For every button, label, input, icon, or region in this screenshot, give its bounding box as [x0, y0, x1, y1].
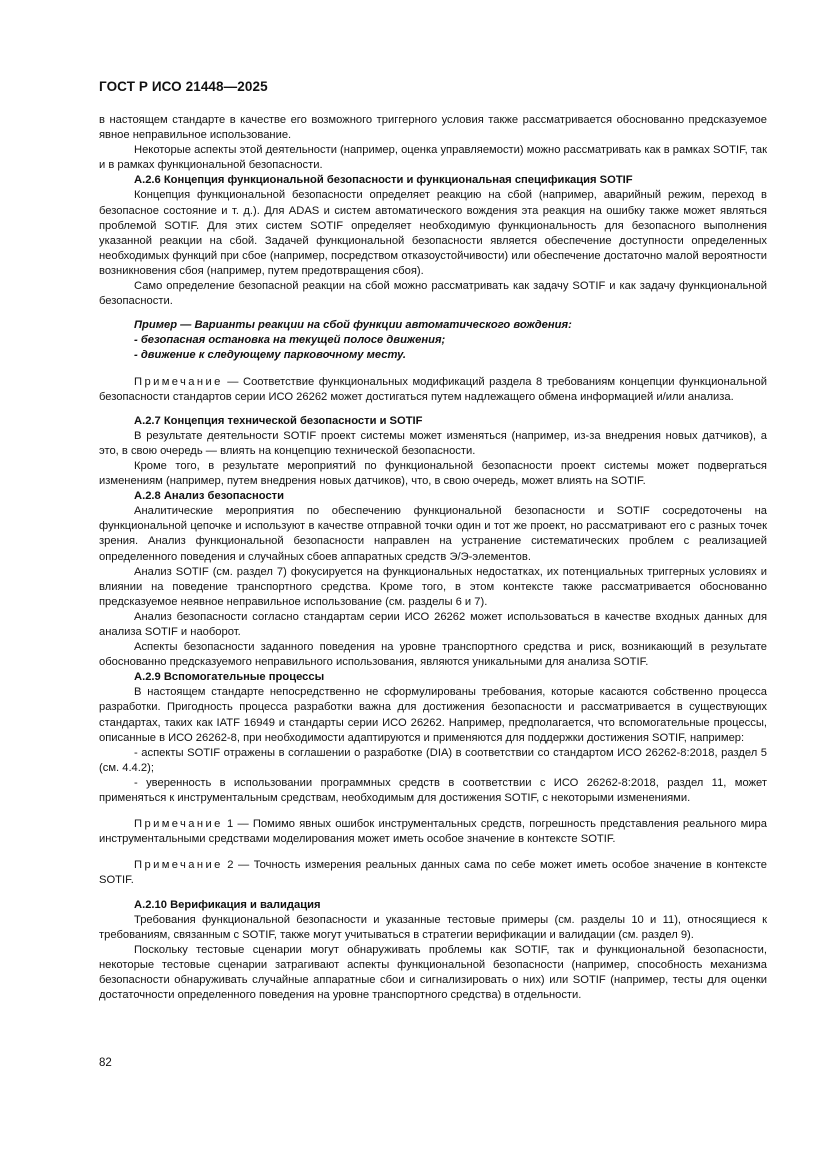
- paragraph: В настоящем стандарте непосредственно не сформулированы требования, которые касаются собственно процесса разработки. Пригодность процесса разработки важна для достижения безопасности и рассматривается в существующих стандартах, таких как IATF 16949 и стандарты серии ИСО 26262. Например, предполагается, что вспомогательные процессы, описанные в ИСО 26262-8, при необходимости адаптируются и применяются для поддержки достижения SOTIF, например:: [99, 686, 767, 744]
- example-item: - безопасная остановка на текущей полосе движения;: [134, 334, 446, 347]
- page-number: 82: [99, 1057, 112, 1069]
- note: [99, 858, 767, 888]
- example-item: - движение к следующему парковочному месту.: [134, 349, 407, 362]
- section-heading-a2-10: А.2.10 Верификация и валидация: [134, 898, 321, 911]
- paragraph: Концепция функциональной безопасности определяет реакцию на сбой (например, аварийный режим, переход в безопасное состояние и т. д.). Для ADAS и систем автоматического вождения эта реакция на ошибку также может являться проблемой SOTIF. Для этих систем SOTIF определяет необходимую функциональность для безопасного выполнения указанной реакции на сбой. Задачей функциональной безопасности является обеспечение доступности определенных необходимых функций при сбое (например, посредством отказоустойчивости) или обеспечение достаточно малой вероятности возникновения сбоя (например, путем предотвращения сбоя).: [99, 189, 767, 277]
- document-header: ГОСТ Р ИСО 21448—2025: [99, 79, 268, 94]
- note-label: Примечание: [134, 859, 223, 872]
- note-text: — Соответствие функциональных модификаций раздела 8 требованиям концепции функциональной безопасности стандартов серии ИСО 26262 может достигаться путем надлежащего обмена информацией и/или анализа.: [99, 375, 767, 403]
- section-heading-a2-9: А.2.9 Вспомогательные процессы: [134, 671, 325, 684]
- paragraph: Поскольку тестовые сценарии могут обнаруживать проблемы как SOTIF, так и функциональной безопасности, некоторые тестовые сценарии затрагивают аспекты функциональной безопасности (например, способность механизма безопасности обнаруживать случайные аппаратные сбои и сигнализировать о них) или SOTIF (например, тесты для оценки достаточности определенного поведения на уровне транспортного средства) в отдельности.: [99, 943, 767, 1002]
- note: [99, 817, 767, 847]
- document-body: [99, 113, 767, 1003]
- list-item: - аспекты SOTIF отражены в соглашении о разработке (DIA) в соответствии со стандартом ИСО 26262-8:2018, раздел 5 (см. 4.4.2);: [99, 746, 767, 774]
- paragraph: Кроме того, в результате мероприятий по функциональной безопасности проект системы может подвергаться изменениям (например, путем внедрения новых датчиков), что, в свою очередь, может влиять на SOTIF.: [99, 459, 767, 488]
- note-text: 1 — Помимо явных ошибок инструментальных средств, погрешность представления реального мира инструментальными средствами моделирования может иметь особое значение в контексте SOTIF.: [99, 818, 767, 846]
- paragraph: Само определение безопасной реакции на сбой можно рассматривать как задачу SOTIF и как задачу функциональной безопасности.: [99, 280, 767, 308]
- paragraph: Аналитические мероприятия по обеспечению функциональной безопасности и SOTIF сосредоточены на функциональной цепочке и используют в качестве отправной точки один и тот же проект, но рассматривают его с разных точек зрения. Анализ функциональной безопасности направлен на устранение систематических проблем с реализацией определенного поведения и случайных сбоев аппаратных средств Э/Э-элементов.: [99, 505, 767, 563]
- paragraph: Аспекты безопасности заданного поведения на уровне транспортного средства и риск, возникающий в результате обоснованно предсказуемого неправильного использования, являются уникальными для анализа SOTIF.: [99, 641, 767, 669]
- example-title: Пример — Варианты реакции на сбой функции автоматического вождения:: [134, 319, 572, 332]
- note-label: Примечание: [134, 375, 223, 388]
- note-label: Примечание: [134, 818, 223, 831]
- section-heading-a2-6: А.2.6 Концепция функциональной безопасности и функциональная спецификация SOTIF: [134, 174, 633, 187]
- paragraph: Требования функциональной безопасности и указанные тестовые примеры (см. разделы 10 и 11), относящиеся к требованиям, связанным с SOTIF, также могут учитываться в стратегии верификации и валидации (см. раздел 9).: [99, 913, 767, 941]
- note-text: 2 — Точность измерения реальных данных сама по себе может иметь особое значение в контексте SOTIF.: [99, 859, 767, 887]
- paragraph: В результате деятельности SOTIF проект системы может изменяться (например, из-за внедрения новых датчиков), а это, в свою очередь — влиять на концепцию технической безопасности.: [99, 429, 767, 457]
- paragraph: Некоторые аспекты этой деятельности (например, оценка управляемости) можно рассматривать как в рамках SOTIF, так и в рамках функциональной безопасности.: [99, 144, 767, 172]
- section-heading-a2-8: А.2.8 Анализ безопасности: [134, 490, 285, 503]
- paragraph: Анализ SOTIF (см. раздел 7) фокусируется на функциональных недостатках, их потенциальных триггерных условиях и влиянии на поведение транспортного средства. Кроме того, в этом контексте также рассматривается обоснованно предсказуемое неявное неправильное использование (см. разделы 6 и 7).: [99, 565, 767, 608]
- paragraph: Анализ безопасности согласно стандартам серии ИСО 26262 может использоваться в качестве входных данных для анализа SOTIF и наоборот.: [99, 610, 767, 638]
- note: [99, 375, 767, 405]
- list-item: - уверенность в использовании программных средств в соответствии с ИСО 26262-8:2018, раздел 11, может применяться к инструментальным средствам, необходимым для достижения SOTIF, с некоторыми изменениями.: [99, 776, 767, 805]
- section-heading-a2-7: А.2.7 Концепция технической безопасности и SOTIF: [134, 414, 423, 427]
- paragraph: в настоящем стандарте в качестве его возможного триггерного условия также рассматривается обоснованно предсказуемое явное неправильное использование.: [99, 114, 767, 142]
